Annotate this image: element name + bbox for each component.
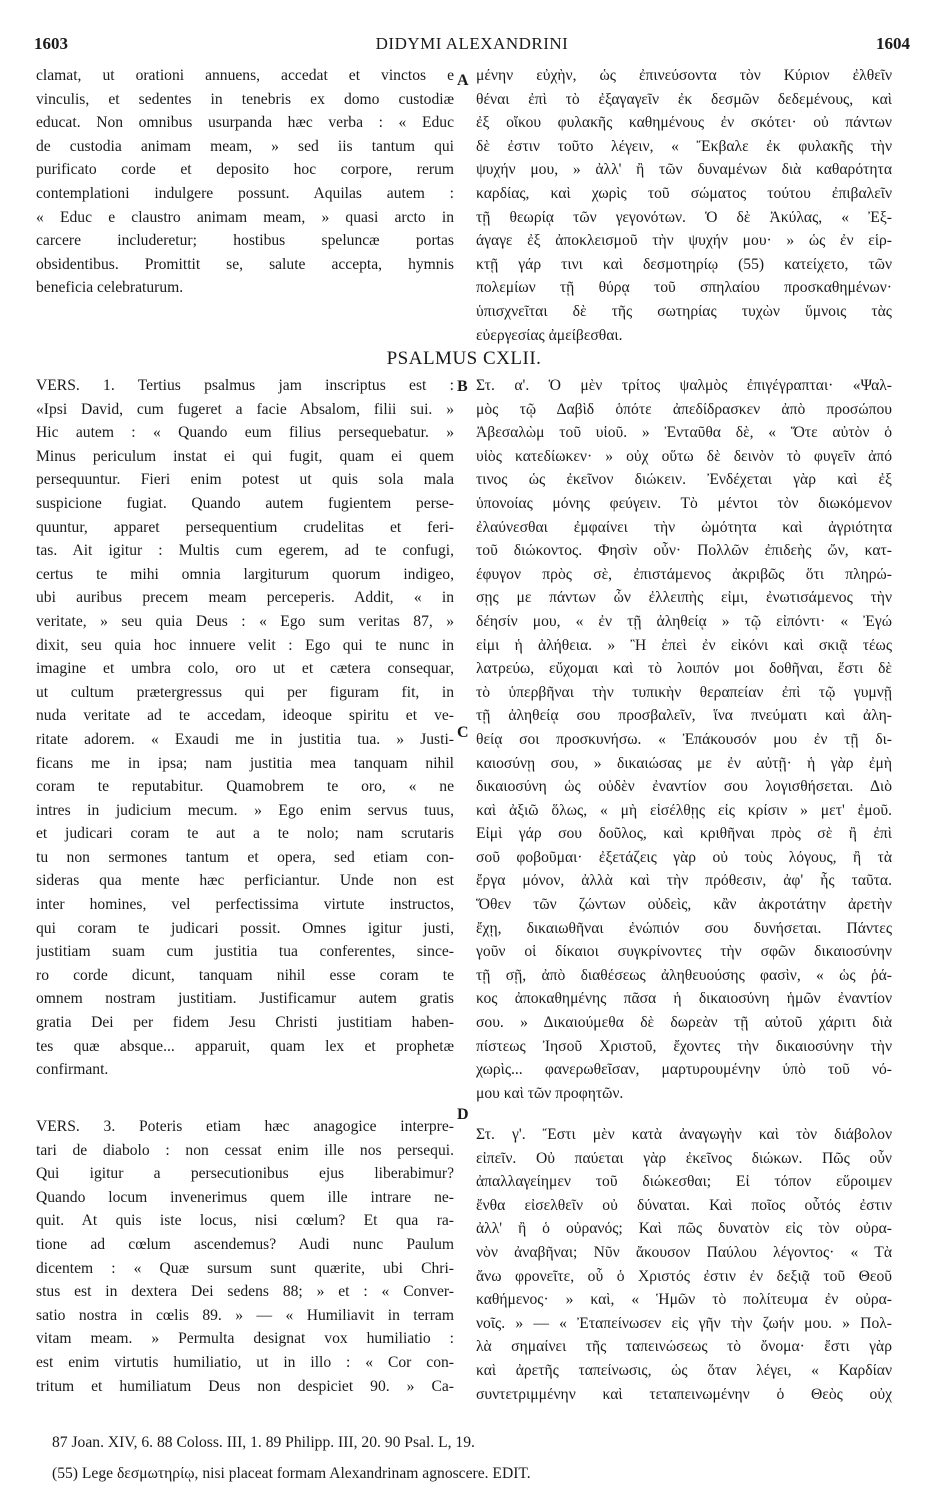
text-line: persequuntur. Fieri enim potest ut quis sola mala xyxy=(36,471,454,489)
text-line: intres in judicium mecum. » Ego enim servus tuus, xyxy=(36,801,454,819)
editor-note: (55) Lege δεσμωτηρίῳ, nisi placeat formam Alexandrinam agnoscere. EDIT. xyxy=(52,1465,531,1482)
text-line: Qui igitur a persecutionibus ejus liberabimur? xyxy=(36,1165,454,1183)
text-line: Στ. γ'. Ἔστι μὲν κατὰ ἀναγωγὴν καὶ τὸν διάβολον xyxy=(476,1126,892,1143)
text-line: est enim virtutis humiliatio, ut in illo : « Cor con- xyxy=(36,1353,454,1371)
text-line: Ὅθεν τῶν ζώντων οὐδεὶς, κἂν ἀκροτάτην ἀρετὴν xyxy=(476,896,892,914)
text-line: μένην εὐχὴν, ὡς ἐπινεύσοντα τὸν Κύριον ἐλθεῖν xyxy=(476,67,892,84)
text-line: quuntur, apparet persequentium crudelitas et feri- xyxy=(36,518,454,536)
text-line: gratia Dei per fidem Jesu Christi justitiam haben- xyxy=(36,1014,454,1032)
text-line: VERS. 1. Tertius psalmus jam inscriptus est : xyxy=(36,377,454,394)
text-line: de custodia animam meam, » sed iis tantum qui xyxy=(36,137,454,155)
text-line: vinculis, et sedentes in tenebris ex domo custodiæ xyxy=(36,90,454,108)
text-line: sideras qua mente hæc perficiantur. Unde non est xyxy=(36,872,454,890)
text-line: τῇ σῇ, ἀπὸ διαθέσεως ἀληθευούσης φασὶν, « ὡς ῥά- xyxy=(476,966,892,984)
text-line: contemplationi indulgere possunt. Aquilas autem : xyxy=(36,184,454,202)
text-line: educat. Non omnibus usurpanda hæc verba : « Educ xyxy=(36,114,454,132)
text-line: ro corde dicunt, tanquam nihil esse coram te xyxy=(36,966,454,984)
text-line: tione ad cœlum ascendemus? Audi nunc Paulum xyxy=(36,1235,454,1253)
text-line: inter homines, vel perfectissima virtute instructos, xyxy=(36,896,454,914)
text-line: σῃς με πάντων ὧν ἐλλειπὴς εἰμι, ἐνωτισάμενος τὴν xyxy=(476,589,892,607)
psalm-title: PSALMUS CXLII. xyxy=(386,348,542,369)
text-line: λὰ σημαίνει τῆς ταπεινώσεως τὸ ὄνομα· ἔστι γὰρ xyxy=(476,1338,892,1356)
text-line: tes quæ absque... apparuit, quam lex et prophetæ xyxy=(36,1037,454,1055)
text-line: Hic autem : « Quando eum filius persequebatur. » xyxy=(36,424,454,442)
text-line: λατρεύω, εὔχομαι καὶ τὸ λοιπόν μοι δοθῆναι, ἔστι δὲ xyxy=(476,660,892,678)
text-line: ὑπισχνεῖται δὲ τῆς σωτηρίας τυχὼν ὕμνοις τὰς xyxy=(476,302,892,320)
text-line: VERS. 3. Poteris etiam hæc anagogice interpre- xyxy=(36,1118,454,1135)
text-line: Minus periculum instat ei qui fugit, quam ei quem xyxy=(36,447,454,465)
text-line: ut cultum prætergressus qui per figuram fit, in xyxy=(36,683,454,701)
latin-top-column xyxy=(36,64,454,300)
text-line: carcere includeretur; hostibus speluncæ portas xyxy=(36,232,454,250)
text-line: suspicione fugiat. Quando autem fugientem perse- xyxy=(36,494,454,512)
text-line: Στ. α'. Ὁ μὲν τρίτος ψαλμὸς ἐπιγέγραπται· «Ψαλ- xyxy=(476,377,892,394)
text-line: κος ἀποκαθημένης πᾶσα ἡ δικαιοσύνη ἡμῶν ἐναντίον xyxy=(476,990,892,1008)
text-line: νοῖς. » — « Ἐταπείνωσεν εἰς γῆν τὴν ζωήν μου. » Πολ- xyxy=(476,1314,892,1332)
text-line: δικαιοσύνη ὡς οὐδὲν ἐναντίον σου λογισθήσεται. Διὸ xyxy=(476,778,892,796)
text-line: tritum et humiliatum Deus non despiciet 90. » Ca- xyxy=(36,1377,454,1395)
text-line: σου. » Δικαιούμεθα δὲ δωρεὰν τῇ αὐτοῦ χάριτι διὰ xyxy=(476,1014,892,1032)
text-line: εἰμι ἡ ἀλήθεια. » Ἢ ἐπεὶ ἐν εἰκόνι καὶ σκιᾷ τέως xyxy=(476,636,892,654)
text-line: omnem nostram justitiam. Justificamur autem gratis xyxy=(36,990,454,1008)
marker-b: B xyxy=(457,378,468,395)
text-line: coram te reputabitur. Quamobrem te oro, « ne xyxy=(36,778,454,796)
text-line: clamat, ut orationi annuens, accedat et vinctos e xyxy=(36,67,454,84)
text-line: et judicari coram te aut a te nolo; nam scrutaris xyxy=(36,825,454,843)
text-line: imagine et umbra colo, oro ut et cætera consequar, xyxy=(36,660,454,678)
marker-a: A xyxy=(457,72,469,89)
text-line: συντετριμμένην καὶ τεταπεινωμένην ὁ Θεὸς οὐχ xyxy=(476,1385,892,1403)
text-line: έφυγον πρὸς σὲ, ἐπιστάμενος ἀκριβῶς ὅτι πληρώ- xyxy=(476,565,892,583)
marker-c: C xyxy=(457,724,469,741)
left-page-number: 1603 xyxy=(34,34,68,53)
text-line: τινος ὡς ἐκεῖνον διώκειν. Ἐνδέχεται γὰρ καὶ ἐξ xyxy=(476,471,892,489)
text-line: ἐλαύνεσθαι ἐμφαίνει τὴν ὠμότητα καὶ ἀγριότητα xyxy=(476,518,892,536)
text-line: nuda veritate ad te accedam, ideoque spiritu et ve- xyxy=(36,707,454,725)
text-line: άγαγε ἐξ ἀποκλεισμοῦ τὴν ψυχήν μου· » ὡς ἐν εἱρ- xyxy=(476,232,892,250)
text-line: tu non sermones tantum et opera, sed etiam con- xyxy=(36,848,454,866)
text-line: τῇ θεωρίᾳ τῶν γεγονότων. Ὁ δὲ Ἀκύλας, « Ἐξ- xyxy=(476,208,892,226)
text-line: καὶ ἀρετῆς ταπείνωσις, ὡς ὅταν λέγει, « Καρδίαν xyxy=(476,1361,892,1379)
text-line: ἄνω φρονεῖτε, οὗ ὁ Χριστός ἐστιν ἐν δεξιᾷ τοῦ Θεοῦ xyxy=(476,1267,892,1285)
text-line: σοῦ φοβοῦμαι· ἐξετάζεις γὰρ οὐ τοὺς λόγους, ἢ τὰ xyxy=(476,848,892,866)
text-line: certus te mihi omnia largiturum quorum indigeo, xyxy=(36,565,454,583)
text-line: obsidentibus. Promittit se, salute accepta, hymnis xyxy=(36,255,454,273)
running-header xyxy=(34,34,910,60)
text-line: πολεμίων τῇ θύρᾳ τοῦ σπηλαίου προσκαθημένων· xyxy=(476,279,892,297)
text-line: υἱὸς κατεδίωκεν· » οὐχ οὕτω δὲ δεινὸν τὸ φυγεῖν ἀπό xyxy=(476,447,892,465)
text-line: ἐξ οἴκου φυλακῆς καθημένους ἐν σκότει· οὐ πάντων xyxy=(476,114,892,132)
text-line: Quando locum invenerimus quem ille intrare ne- xyxy=(36,1188,454,1206)
text-line: καρδίας, καὶ χωρὶς τοῦ σώματος τούτου ἐπιβαλεῖν xyxy=(476,184,892,202)
text-line: ficans me in ipsa; nam justitia mea tanquam nihil xyxy=(36,754,454,772)
text-line: ἀπαλλαγείημεν τοῦ διώκεσθαι; Εἰ τόπον εὕροιμεν xyxy=(476,1173,892,1191)
text-line: ὑπονοίας μόνης φεύγειν. Τὸ μέντοι τὸν διωκόμενον xyxy=(476,494,892,512)
text-line: ἔχῃ, δικαιωθῆναι ἐνώπιόν σου δυνήσεται. Πάντες xyxy=(476,919,892,937)
text-line: Εἰμὶ γάρ σου δοῦλος, καὶ κριθῆναι πρὸς σὲ ἢ ἐπὶ xyxy=(476,825,892,843)
text-line: δὲ ἐστιν τοῦτο λέγειν, « Ἔκβαλε ἐκ φυλακῆς τὴν xyxy=(476,137,892,155)
text-line: ψυχήν μου, » ἀλλ' ἢ τῶν δυναμένων διὰ καθαρότητα xyxy=(476,161,892,179)
latin-vers3-column xyxy=(36,1115,454,1398)
greek-main-column xyxy=(476,374,892,1105)
text-line: «Ipsi David, cum fugeret a facie Absalom, filii sui. » xyxy=(36,400,454,418)
latin-main-column xyxy=(36,374,454,1082)
text-line: καὶ ἀξιῶ ὅλως, « μὴ εἰσέλθῃς εἰς κρίσιν » μετ' ἐμοῦ. xyxy=(476,801,892,819)
running-title: DIDYMI ALEXANDRINI xyxy=(375,34,569,53)
text-line: purificato corde et deposito hoc corpore, rerum xyxy=(36,161,454,179)
text-line: ritate adorem. « Exaudi me in justitia tua. » Justi- xyxy=(36,730,454,748)
text-line: ubi auribus precem meam perceperis. Addit, « in xyxy=(36,589,454,607)
text-line: πίστεως Ἰησοῦ Χριστοῦ, ἔχοντες τὴν δικαιοσύνην τὴν xyxy=(476,1037,892,1055)
text-line: ἔνθα εἰσελθεῖν οὐ δύναται. Καὶ ποῖος οὗτός ἐστιν xyxy=(476,1196,892,1214)
text-line: confirmant. xyxy=(36,1061,109,1079)
text-line: « Educ e claustro animam meam, » quasi arcto in xyxy=(36,208,454,226)
text-line: qui coram te judicari possit. Omnes igitur justi, xyxy=(36,919,454,937)
greek-top-column xyxy=(476,64,892,347)
text-line: κτῇ γάρ τινι καὶ δεσμοτηρίῳ (55) κατείχετο, τῶν xyxy=(476,255,892,273)
text-line: Ἀβεσαλὼμ τοῦ υἱοῦ. » Ἐνταῦθα δὲ, « Ὅτε αὐτὸν ὁ xyxy=(476,424,892,442)
text-line: τοῦ διώκοντος. Φησὶν οὖν· Πολλῶν ἐπιδεὴς ὤν, κατ- xyxy=(476,542,892,560)
text-line: τῇ ἀληθείᾳ σου προσβαλεῖν, ἵνα πνεύματι καὶ ἀλη- xyxy=(476,707,892,725)
text-line: ἔργα μόνον, ἀλλὰ καὶ τὴν πρόθεσιν, ἀφ' ἧς ταῦτα. xyxy=(476,872,892,890)
text-line: satio nostra in cœlis 89. » — « Humiliavit in terram xyxy=(36,1306,454,1324)
text-line: μου καὶ τῶν προφητῶν. xyxy=(476,1084,624,1102)
text-line: θείᾳ σοι προσκυνήσω. « Ἐπάκουσόν μου ἐν τῇ δι- xyxy=(476,730,892,748)
text-line: χωρὶς... φανερωθεῖσαν, μαρτυρουμένην ὑπὸ τοῦ νό- xyxy=(476,1061,892,1079)
text-line: ἀλλ' ἢ ὁ οὐρανός; Καὶ πῶς δυνατὸν εἰς τὸν οὐρα- xyxy=(476,1220,892,1238)
text-line: stus est in dextera Dei sedens 88; » et : « Conver- xyxy=(36,1283,454,1301)
text-line: μὸς τῷ Δαβὶδ ὁπότε ἀπεδίδρασκεν ἀπὸ προσώπου xyxy=(476,400,892,418)
text-line: vitam meam. » Permulta designat vox humiliatio : xyxy=(36,1330,454,1348)
text-line: quit. At quis iste locus, nisi cœlum? Et qua ra- xyxy=(36,1212,454,1230)
text-line: εἰπεῖν. Οὐ παύεται γὰρ ἐκεῖνος διώκων. Πῶς οὖν xyxy=(476,1149,892,1167)
text-line: γοῦν οἱ δίκαιοι συγκρίνοντες τὴν σφῶν δικαιοσύνην xyxy=(476,943,892,961)
footnote-references: 87 Joan. XIV, 6. 88 Coloss. III, 1. 89 Philipp. III, 20. 90 Psal. L, 19. xyxy=(52,1434,475,1451)
text-line: dicentem : « Quæ sursum sunt quærite, ubi Chri- xyxy=(36,1259,454,1277)
text-line: dixit, seu quia hoc innuere velit : Ego qui te nunc in xyxy=(36,636,454,654)
text-line: veritate, » seu quia Deus : « Ego sum veritas 87, » xyxy=(36,612,454,630)
text-line: τὸ ὑπερβῆναι τὴν τυπικὴν θεραπείαν ἐπὶ τῷ γυμνῇ xyxy=(476,683,892,701)
text-line: justitiam suam cum justitia tua conferentes, sincе- xyxy=(36,943,454,961)
text-line: καθήμενος· » καὶ, « Ἡμῶν τὸ πολίτευμα ἐν οὐρα- xyxy=(476,1291,892,1309)
text-line: beneficia celebraturum. xyxy=(36,279,184,297)
greek-vers3-column xyxy=(476,1123,892,1406)
text-line: εὐεργεσίας ἀμείβεσθαι. xyxy=(476,326,623,344)
text-line: νὸν ἀναβῆναι; Νῦν ἄκουσον Παύλου λέγοντος· « Τὰ xyxy=(476,1243,892,1261)
text-line: καιοσύνῃ σου, » δικαιώσας με ἐν αὐτῇ· ἡ γὰρ ἐμὴ xyxy=(476,754,892,772)
text-line: tas. Ait igitur : Multis cum egerem, ad te confugi, xyxy=(36,542,454,560)
right-page-number: 1604 xyxy=(876,34,910,53)
text-line: tari de diabolo : non cessat enim ille nos persequi. xyxy=(36,1141,454,1159)
text-line: θέναι ἐπὶ τὸ ἐξαγαγεῖν ἐκ δεσμῶν δεδεμένους, καὶ xyxy=(476,90,892,108)
marker-d: D xyxy=(457,1106,469,1123)
text-line: δέησίν μου, « ἐν τῇ ἀληθείᾳ » τῷ εἰπόντι· « Ἐγώ xyxy=(476,612,892,630)
